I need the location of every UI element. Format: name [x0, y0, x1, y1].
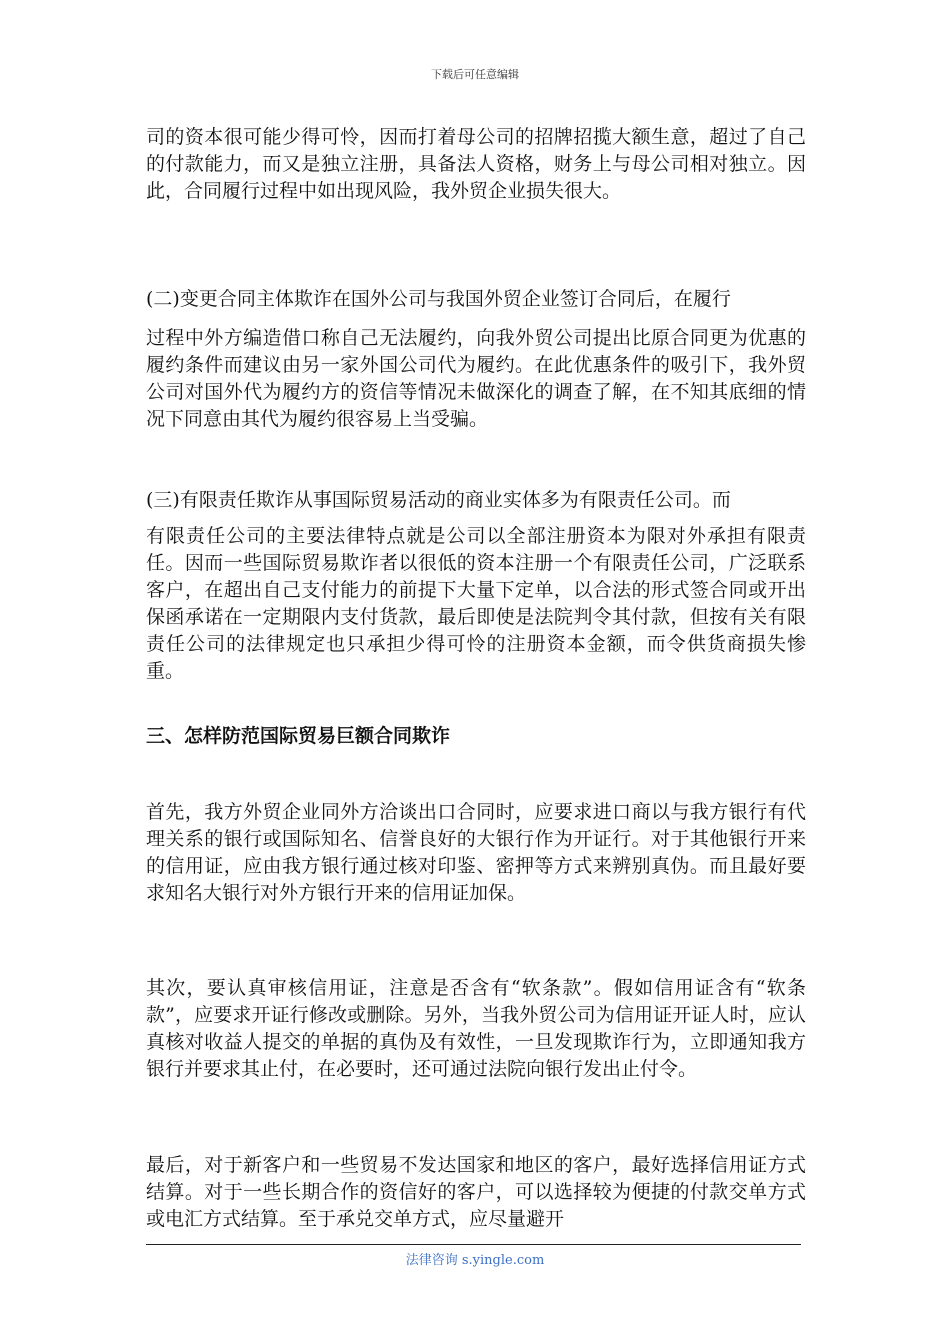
- paragraph-limited-liability: 有限责任公司的主要法律特点就是公司以全部注册资本为限对外承担有限责任。因而一些国际贸易欺诈者以很低的资本注册一个有限责任公司，广泛联系客户，在超出自己支付能力的前提下大量下定单，以合法的形式签合同或开出保函承诺在一定期限内支付货款，最后即使是法院判令其付款，但按有关有限责任公司的法律规定也只承担少得可怜的注册资本金额，而令供货商损失惨重。: [146, 525, 806, 682]
- paragraph-second-measure: 其次，要认真审核信用证，注意是否含有“软条款”。假如信用证含有“软条款”，应要求开证行修改或删除。另外，当我外贸公司为信用证开证人时，应认真核对收益人提交的单据的真伪及有效性，一旦发现欺诈行为，立即通知我方银行并要求其止付，在必要时，还可通过法院向银行发出止付令。: [146, 977, 806, 1080]
- paragraph-contract-subject-change: 过程中外方编造借口称自己无法履约，向我外贸公司提出比原合同更为优惠的履约条件而建议由另一家外国公司代为履约。在此优惠条件的吸引下，我外贸公司对国外代为履约方的资信等情况未做深化的调查了解，在不知其底细的情况下同意由其代为履约很容易上当受骗。: [146, 327, 806, 430]
- section-heading: 三、怎样防范国际贸易巨额合同欺诈: [146, 725, 451, 747]
- footer-link[interactable]: 法律咨询 s.yingle.com: [405, 1253, 545, 1268]
- paragraph-contract-subject-change-title: (二)变更合同主体欺诈在国外公司与我国外贸企业签订合同后，在履行: [146, 288, 731, 310]
- paragraph-limited-liability-title: (三)有限责任欺诈从事国际贸易活动的商业实体多为有限责任公司。而: [146, 489, 731, 511]
- footer-divider: [146, 1244, 801, 1245]
- page-header: 下载后可任意编辑: [431, 68, 519, 81]
- paragraph-first-measure: 首先，我方外贸企业同外方洽谈出口合同时，应要求进口商以与我方银行有代理关系的银行或国际知名、信誉良好的大银行作为开证行。对于其他银行开来的信用证，应由我方银行通过核对印鉴、密押等方式来辨别真伪。而且最好要求知名大银行对外方银行开来的信用证加保。: [146, 801, 806, 904]
- paragraph-company-capital: 司的资本很可能少得可怜，因而打着母公司的招牌招揽大额生意，超过了自己的付款能力，而又是独立注册，具备法人资格，财务上与母公司相对独立。因此，合同履行过程中如出现风险，我外贸企业损失很大。: [146, 126, 806, 202]
- paragraph-final-measure: 最后，对于新客户和一些贸易不发达国家和地区的客户，最好选择信用证方式结算。对于一些长期合作的资信好的客户，可以选择较为便捷的付款交单方式或电汇方式结算。至于承兑交单方式，应尽量避开: [146, 1154, 806, 1230]
